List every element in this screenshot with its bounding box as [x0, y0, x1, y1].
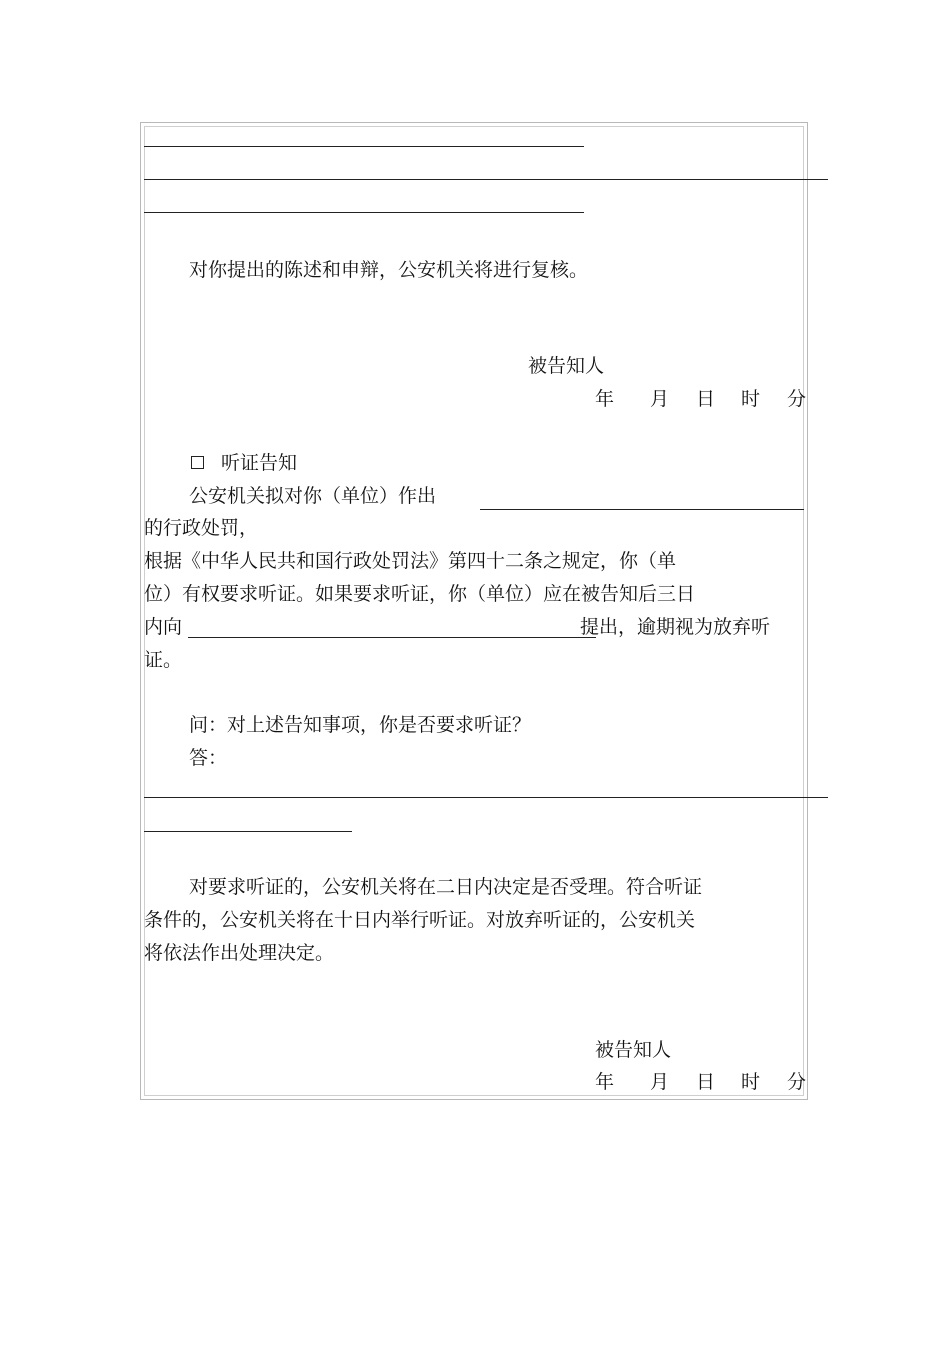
answer-line-2[interactable]: [144, 831, 352, 832]
answer-line-1[interactable]: [144, 797, 828, 798]
decision-line-2: 条件的，公安机关将在十日内举行听证。对放弃听证的，公安机关: [144, 909, 696, 931]
statement-line-2[interactable]: [144, 179, 828, 180]
answer-label: 答：: [189, 747, 228, 769]
hearing-line-6: 证。: [144, 649, 183, 671]
hearing-line-3: 根据《中华人民共和国行政处罚法》第四十二条之规定，你（单: [144, 550, 677, 572]
statement-line-1[interactable]: [144, 146, 584, 147]
review-statement: 对你提出的陈述和申辩，公安机关将进行复核。: [189, 259, 589, 281]
statement-line-3[interactable]: [144, 212, 584, 213]
hearing-authority-blank-line[interactable]: [188, 637, 596, 638]
date-year-1: 年: [595, 388, 615, 410]
date-minute-1: 分: [787, 388, 807, 410]
date-day-1: 日: [696, 388, 716, 410]
date-month-1: 月: [650, 388, 670, 410]
penalty-blank-line[interactable]: [480, 509, 804, 510]
notified-person-label-1: 被告知人: [528, 355, 605, 377]
hearing-checkbox[interactable]: [191, 456, 204, 469]
hearing-line-2: 的行政处罚，: [144, 517, 259, 539]
date-day-2: 日: [696, 1071, 716, 1093]
date-minute-2: 分: [787, 1071, 807, 1093]
hearing-line-1: 公安机关拟对你（单位）作出: [189, 485, 437, 507]
date-year-2: 年: [595, 1071, 615, 1093]
hearing-line-5-suffix: 提出，逾期视为放弃听: [580, 616, 771, 638]
decision-line-3: 将依法作出处理决定。: [144, 942, 335, 964]
notified-person-label-2: 被告知人: [595, 1039, 672, 1061]
hearing-line-5-prefix: 内向: [144, 616, 183, 638]
decision-line-1: 对要求听证的，公安机关将在二日内决定是否受理。符合听证: [189, 876, 703, 898]
date-hour-2: 时: [741, 1071, 761, 1093]
date-hour-1: 时: [741, 388, 761, 410]
hearing-question: 问：对上述告知事项，你是否要求听证？: [189, 714, 532, 736]
date-month-2: 月: [650, 1071, 670, 1093]
hearing-notice-title: 听证告知: [221, 452, 298, 474]
hearing-line-4: 位）有权要求听证。如果要求听证，你（单位）应在被告知后三日: [144, 583, 696, 605]
